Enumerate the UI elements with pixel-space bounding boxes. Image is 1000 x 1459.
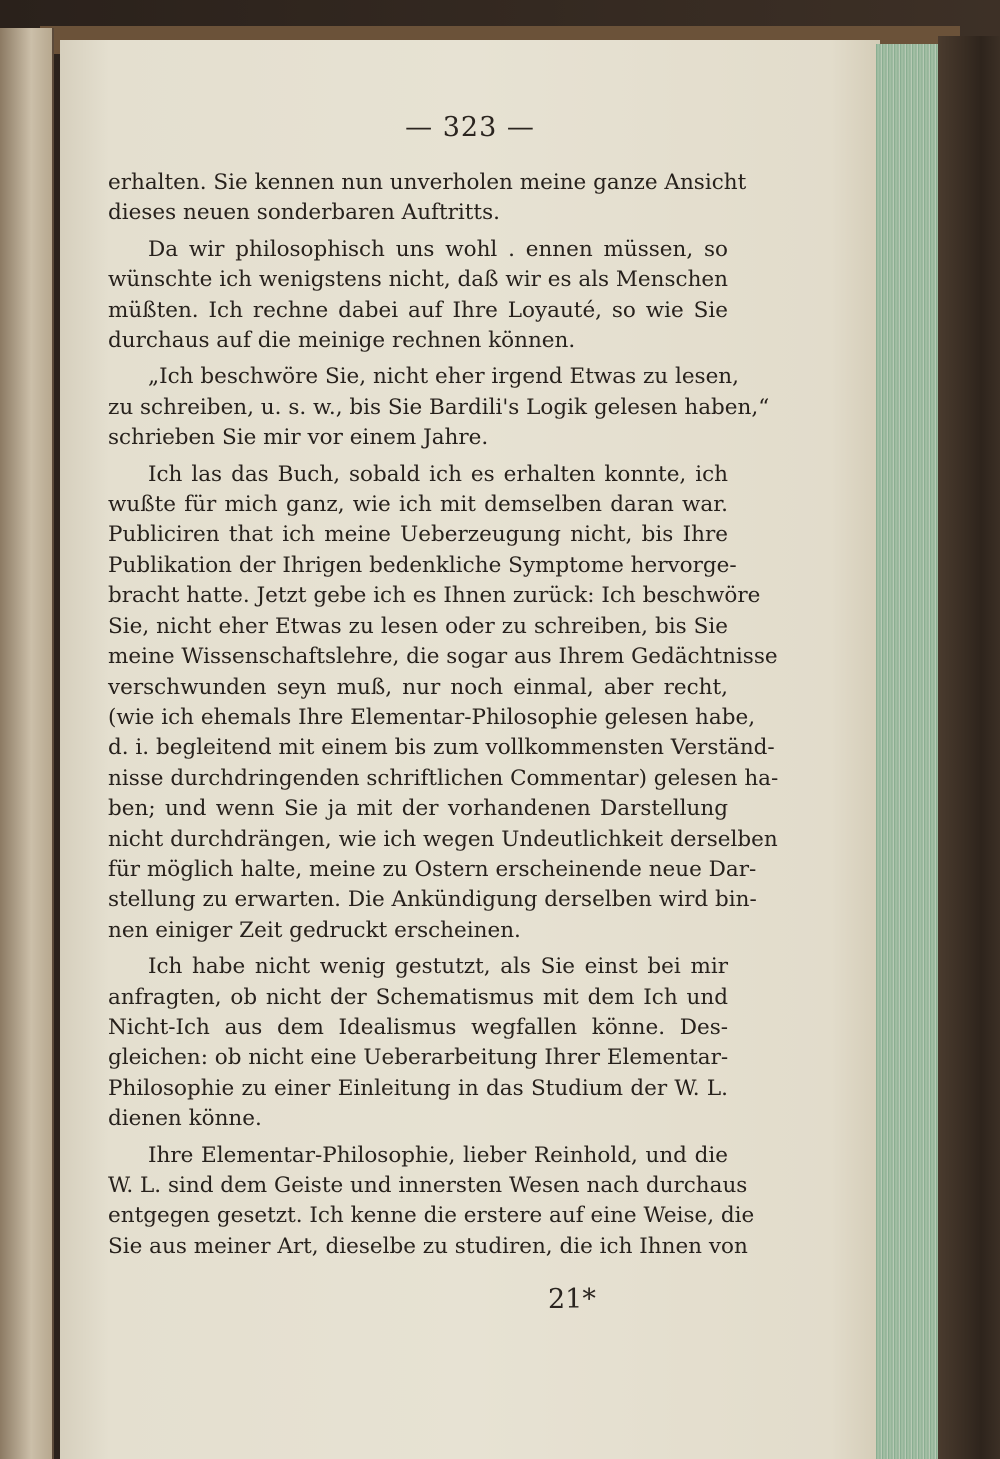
- text-line: bracht hatte. Jetzt gebe ich es Ihnen zurück: Ich beschwöre: [108, 583, 761, 609]
- text-line: W. L. sind dem Geiste und innersten Wesen nach durchaus: [108, 1173, 748, 1198]
- text-line: Publikation der Ihrigen bedenkliche Symptome hervorge-: [108, 552, 737, 578]
- text-line: nicht durchdrängen, wie ich wegen Undeutlichkeit derselben: [108, 826, 778, 852]
- text-line: Sie aus meiner Art, dieselbe zu studiren, die ich Ihnen von: [108, 1233, 748, 1259]
- text-line: erhalten. Sie kennen nun unverholen meine ganze Ansicht: [108, 170, 747, 195]
- text-line: Ihre Elementar-Philosophie, lieber Reinhold, und die: [148, 1142, 728, 1168]
- text-line: Nicht-Ich aus dem Idealismus wegfallen könne. Des-: [108, 1014, 728, 1040]
- text-line: (wie ich ehemals Ihre Elementar-Philosophie gelesen habe,: [108, 704, 756, 730]
- text-line: „Ich beschwöre Sie, nicht eher irgend Etwas zu lesen,: [148, 364, 739, 390]
- text-line: verschwunden seyn muß, nur noch einmal, aber recht,: [108, 674, 728, 700]
- text-line: Ich las das Buch, sobald ich es erhalten konnte, ich: [148, 461, 728, 487]
- text-line: d. i. begleitend mit einem bis zum vollkommensten Verständ-: [108, 735, 775, 761]
- signature-mark: 21*: [548, 1284, 596, 1315]
- paragraph: [108, 168, 747, 229]
- text-line: entgegen gesetzt. Ich kenne die erstere auf eine Weise, die: [108, 1203, 755, 1229]
- paragraph: [108, 1141, 755, 1263]
- text-line: nisse durchdringenden schriftlichen Commentar) gelesen ha-: [108, 765, 779, 791]
- text-line: meine Wissenschaftslehre, die sogar aus Ihrem Gedächtnisse: [108, 644, 778, 670]
- text-line: Philosophie zu einer Einleitung in das Studium der W. L.: [108, 1075, 728, 1101]
- text-line: Publiciren that ich meine Ueberzeugung nicht, bis Ihre: [108, 522, 728, 548]
- text-line: Sie, nicht eher Etwas zu lesen oder zu schreiben, bis Sie: [108, 613, 728, 639]
- text-line: anfragten, ob nicht der Schematismus mit dem Ich und: [108, 984, 728, 1010]
- page-number-header: — 323 —: [405, 112, 535, 143]
- text-line: dienen könne.: [108, 1106, 262, 1132]
- text-line: wünschte ich wenigstens nicht, daß wir es als Menschen: [108, 267, 728, 293]
- text-line: Da wir philosophisch uns wohl . ennen müssen, so: [148, 236, 728, 262]
- text-line: für möglich halte, meine zu Ostern erscheinende neue Dar-: [108, 856, 757, 882]
- paragraph: [108, 952, 728, 1134]
- book-spine-edge: [938, 36, 1000, 1459]
- text-line: schrieben Sie mir vor einem Jahre.: [108, 425, 489, 451]
- paragraph: [108, 235, 728, 357]
- page-body-text: [108, 168, 779, 1262]
- paragraph: [108, 460, 779, 947]
- page-stack-edge: [876, 44, 938, 1459]
- facing-page-edge: [0, 28, 54, 1459]
- text-line: müßten. Ich rechne dabei auf Ihre Loyauté, so wie Sie: [108, 297, 728, 323]
- text-line: stellung zu erwarten. Die Ankündigung derselben wird bin-: [108, 887, 757, 913]
- text-line: gleichen: ob nicht eine Ueberarbeitung Ihrer Elementar-: [108, 1045, 729, 1071]
- text-line: zu schreiben, u. s. w., bis Sie Bardili's Logik gelesen haben,“: [108, 394, 770, 420]
- text-line: nen einiger Zeit gedruckt erscheinen.: [108, 917, 521, 943]
- text-line: ben; und wenn Sie ja mit der vorhandenen Darstellung: [108, 796, 728, 822]
- text-line: durchaus auf die meinige rechnen können.: [108, 328, 576, 354]
- text-line: Ich habe nicht wenig gestutzt, als Sie einst bei mir: [148, 954, 728, 980]
- paragraph: [108, 362, 770, 453]
- text-line: dieses neuen sonderbaren Auftritts.: [108, 200, 500, 226]
- text-line: wußte für mich ganz, wie ich mit demselben daran war.: [108, 492, 728, 518]
